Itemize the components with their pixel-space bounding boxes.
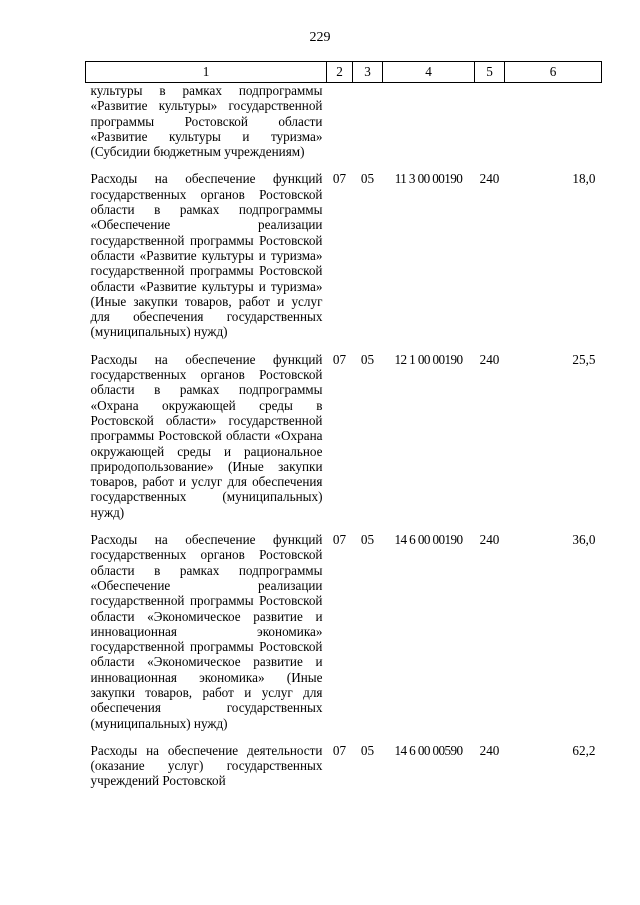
row-description: Расходы на обеспечение деятельности (оказание услуг) государственных учреждений Ростовской: [90, 742, 323, 789]
row-subsection: 05: [360, 742, 375, 758]
row-amount: 25,5: [572, 351, 596, 367]
row-amount: 18,0: [572, 171, 596, 187]
column-header-4: 4: [383, 62, 475, 83]
table-row: [86, 743, 602, 801]
row-description: Расходы на обеспечение функций государственных органов Ростовской области в рамках подпрограммы «Обеспечение реализации государственной программы Ростовской области «Развитие культуры и туризма» государственной программы Ростовской области «Развитие культуры и туризма» (Иные закупки товаров, работ и услуг для обеспечения государственных (муниципальных) нужд): [90, 171, 323, 340]
row-section: 07: [332, 171, 347, 187]
table-row: [86, 171, 602, 351]
row-section: 07: [332, 351, 347, 367]
row-description: Расходы на обеспечение функций государственных органов Ростовской области в рамках подпрограммы «Обеспечение реализации государственной программы Ростовской области «Экономическое развитие и инновационная экономика» государственной программы Ростовской области «Экономическое развитие и инновационная экономика» (Иные закупки товаров, работ и услуг для обеспечения государственных (муниципальных) нужд): [90, 532, 323, 731]
row-amount: 36,0: [572, 532, 596, 548]
column-header-5: 5: [475, 62, 505, 83]
row-subsection: 05: [360, 171, 375, 187]
row-expense-type: 240: [479, 171, 500, 187]
row-expense-type: [475, 83, 505, 172]
row-subsection: [353, 83, 383, 172]
row-amount: 62,2: [572, 742, 596, 758]
row-expense-type: 240: [479, 532, 500, 548]
row-expense-type: 240: [479, 742, 500, 758]
table-row: [86, 352, 602, 532]
row-target-article: [383, 83, 475, 172]
row-section: 07: [332, 742, 347, 758]
column-header-3: 3: [353, 62, 383, 83]
row-target-article: 12 1 00 00190: [394, 351, 463, 367]
row-target-article: 11 3 00 00190: [394, 171, 463, 187]
row-section: [327, 83, 353, 172]
table-row: [86, 532, 602, 743]
budget-table: [85, 61, 602, 801]
row-description: Расходы на обеспечение функций государственных органов Ростовской области в рамках подпрограммы «Охрана окружающей среды в Ростовской области» государственной программы Ростовской области «Охрана окружающей среды и рациональное природопользование» (Иные закупки товаров, работ и услуг для обеспечения государственных (муниципальных) нужд): [90, 351, 323, 520]
column-header-6: 6: [505, 62, 602, 83]
row-section: 07: [332, 532, 347, 548]
row-expense-type: 240: [479, 351, 500, 367]
row-subsection: 05: [360, 351, 375, 367]
row-target-article: 14 6 00 00590: [394, 742, 463, 758]
column-header-1: 1: [86, 62, 327, 83]
row-description: культуры в рамках подпрограммы «Развитие культуры» государственной программы Ростовской области «Развитие культуры и туризма» (Субсидии бюджетным учреждениям): [90, 83, 323, 160]
column-number-header-row: [86, 62, 602, 83]
row-subsection: 05: [360, 532, 375, 548]
column-header-2: 2: [327, 62, 353, 83]
page-number: 229: [309, 30, 331, 45]
row-target-article: 14 6 00 00190: [394, 532, 463, 548]
table-row: [86, 83, 602, 172]
row-amount: [505, 83, 602, 172]
